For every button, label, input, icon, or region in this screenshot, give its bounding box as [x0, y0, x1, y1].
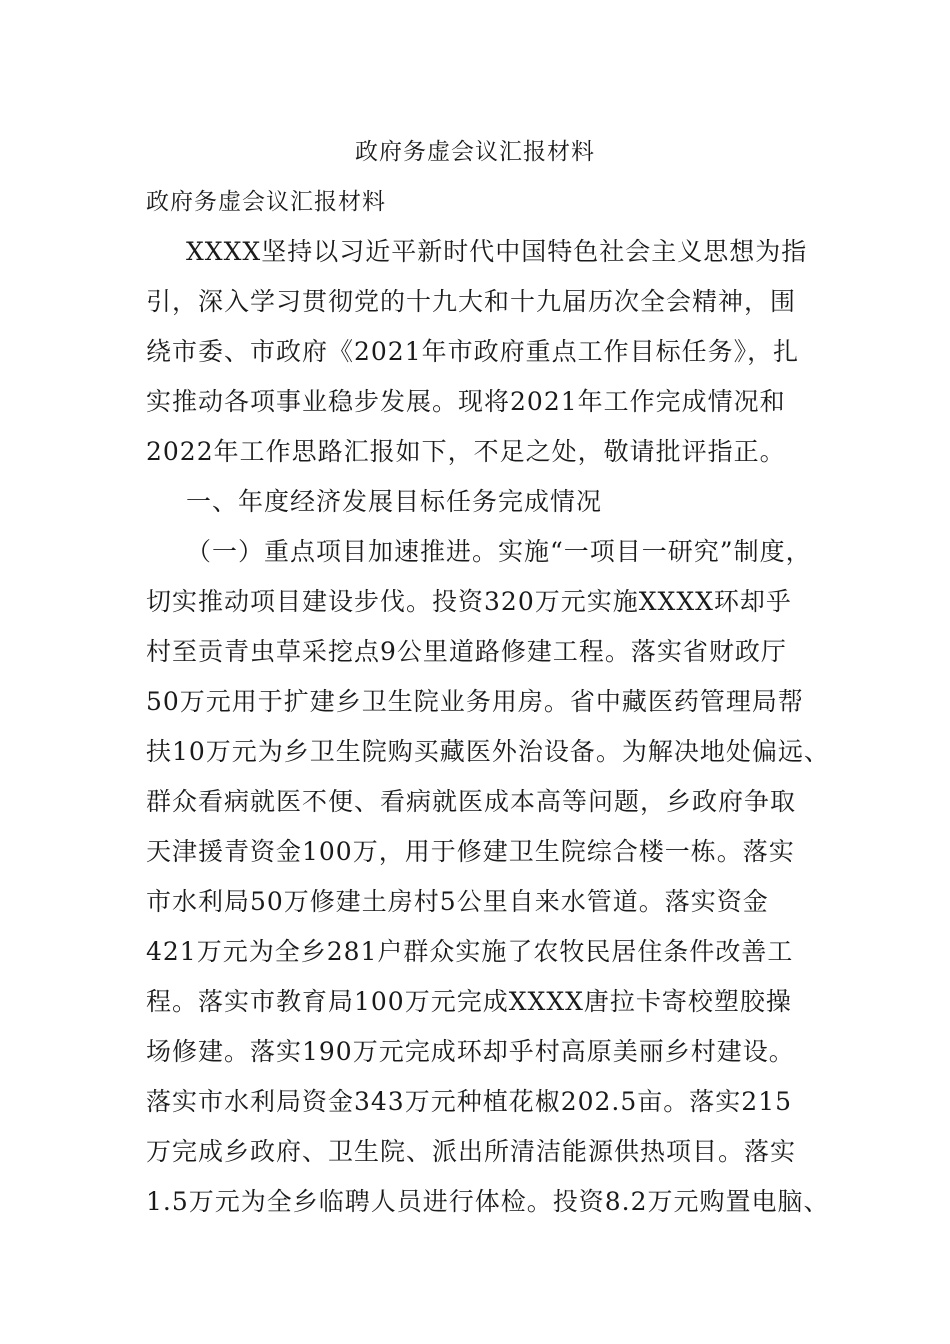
- body-line: 程。落实市教育局100万元完成XXXX唐拉卡寄校塑胶操: [146, 987, 792, 1016]
- body-line: 切实推动项目建设步伐。投资320万元实施XXXX环却乎: [146, 587, 792, 616]
- document-title: 政府务虚会议汇报材料: [355, 139, 595, 165]
- body-line: 2022年工作思路汇报如下，不足之处，敬请批评指正。: [146, 437, 786, 466]
- body-line: 扶10万元为乡卫生院购买藏医外治设备。为解决地处偏远、: [146, 737, 830, 766]
- document-subtitle: 政府务虚会议汇报材料: [146, 189, 386, 215]
- body-line: 市水利局50万修建土房村5公里自来水管道。落实资金: [146, 887, 769, 916]
- body-line: 天津援青资金100万，用于修建卫生院综合楼一栋。落实: [146, 837, 795, 866]
- body-line: 50万元用于扩建乡卫生院业务用房。省中藏医药管理局帮: [146, 687, 804, 716]
- body-line: 群众看病就医不便、看病就医成本高等问题，乡政府争取: [146, 787, 797, 816]
- body-line: 1.5万元为全乡临聘人员进行体检。投资8.2万元购置电脑、: [146, 1187, 830, 1216]
- body-line: XXXX坚持以习近平新时代中国特色社会主义思想为指: [186, 237, 808, 266]
- body-line: 万完成乡政府、卫生院、派出所清洁能源供热项目。落实: [146, 1137, 797, 1166]
- subsection-line: （一）重点项目加速推进。实施“一项目一研究”制度，: [186, 537, 812, 566]
- body-line: 引，深入学习贯彻党的十九大和十九届历次全会精神，围: [146, 287, 797, 316]
- body-line: 421万元为全乡281户群众实施了农牧民居住条件改善工: [146, 937, 794, 966]
- body-line: 场修建。落实190万元完成环却乎村高原美丽乡村建设。: [146, 1037, 795, 1066]
- body-line: 落实市水利局资金343万元种植花椒202.5亩。落实215: [146, 1087, 793, 1116]
- body-line: 绕市委、市政府《2021年市政府重点工作目标任务》，扎: [146, 337, 800, 366]
- body-line: 实推动各项事业稳步发展。现将2021年工作完成情况和: [146, 387, 786, 416]
- section-heading: 一、年度经济发展目标任务完成情况: [186, 487, 603, 516]
- body-line: 村至贡青虫草采挖点9公里道路修建工程。落实省财政厅: [146, 637, 787, 666]
